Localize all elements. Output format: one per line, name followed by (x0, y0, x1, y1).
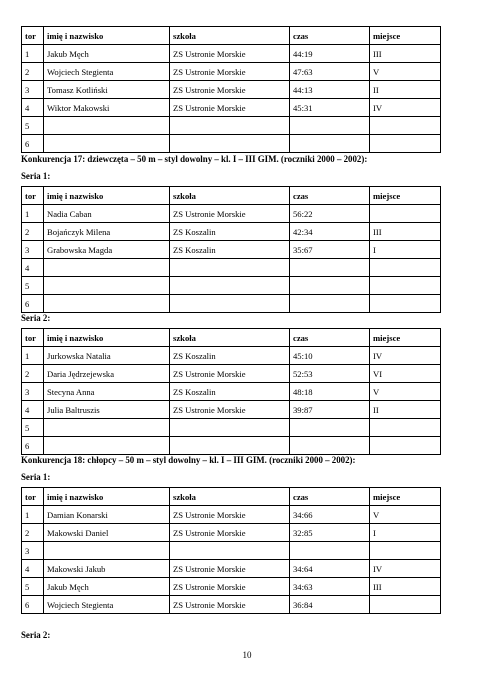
cell-time: 44:19 (290, 45, 370, 63)
header-tor: tor (22, 329, 44, 347)
cell-time (290, 117, 370, 135)
cell-school: ZS Ustronie Morskie (170, 596, 290, 614)
table-row (22, 45, 441, 63)
seria-1-heading-b: Seria 1: (21, 472, 51, 482)
header-time: czas (290, 27, 370, 45)
header-name: imię i nazwisko (44, 187, 170, 205)
header-name: imię i nazwisko (44, 27, 170, 45)
seria-2-heading-b: Seria 2: (21, 630, 51, 640)
seria-1-heading: Seria 1: (21, 171, 51, 181)
header-time: czas (290, 329, 370, 347)
cell-tor: 3 (22, 241, 44, 259)
cell-tor: 1 (22, 45, 44, 63)
cell-place (370, 437, 441, 455)
cell-school: ZS Ustronie Morskie (170, 63, 290, 81)
cell-name (44, 542, 170, 560)
cell-school (170, 117, 290, 135)
cell-time (290, 419, 370, 437)
table-row (22, 259, 441, 277)
header-tor: tor (22, 27, 44, 45)
cell-tor: 1 (22, 506, 44, 524)
cell-time (290, 437, 370, 455)
table-row (22, 596, 441, 614)
header-school: szkoła (170, 329, 290, 347)
cell-name (44, 277, 170, 295)
table-row (22, 560, 441, 578)
table-row (22, 277, 441, 295)
cell-time: 36:84 (290, 596, 370, 614)
cell-name: Bojańczyk Milena (44, 223, 170, 241)
cell-place: III (370, 223, 441, 241)
cell-school (170, 542, 290, 560)
cell-tor: 6 (22, 135, 44, 153)
cell-name: Wojciech Stegienta (44, 63, 170, 81)
cell-tor: 4 (22, 560, 44, 578)
cell-time (290, 542, 370, 560)
table-row (22, 99, 441, 117)
cell-place: II (370, 401, 441, 419)
cell-place (370, 596, 441, 614)
header-time: czas (290, 187, 370, 205)
cell-tor: 6 (22, 437, 44, 455)
cell-school (170, 437, 290, 455)
cell-school: ZS Ustronie Morskie (170, 524, 290, 542)
header-school: szkoła (170, 187, 290, 205)
cell-name: Jurkowska Natalia (44, 347, 170, 365)
cell-name: Nadia Caban (44, 205, 170, 223)
cell-place (370, 117, 441, 135)
cell-name: Grabowska Magda (44, 241, 170, 259)
cell-name: Tomasz Kotliński (44, 81, 170, 99)
cell-tor: 6 (22, 295, 44, 313)
cell-name: Stecyna Anna (44, 383, 170, 401)
cell-name (44, 117, 170, 135)
cell-place: V (370, 383, 441, 401)
cell-name: Damian Konarski (44, 506, 170, 524)
header-time: czas (290, 488, 370, 506)
cell-tor: 1 (22, 205, 44, 223)
cell-time (290, 295, 370, 313)
cell-place: V (370, 63, 441, 81)
cell-name: Jakub Męch (44, 45, 170, 63)
table-header-row (22, 187, 441, 205)
table-row (22, 295, 441, 313)
cell-place (370, 295, 441, 313)
cell-time: 48:18 (290, 383, 370, 401)
results-table-1 (21, 26, 441, 153)
cell-time: 35:67 (290, 241, 370, 259)
header-school: szkoła (170, 488, 290, 506)
table-header-row (22, 27, 441, 45)
cell-tor: 4 (22, 259, 44, 277)
cell-place: V (370, 506, 441, 524)
table-row (22, 241, 441, 259)
table-row (22, 524, 441, 542)
cell-place (370, 419, 441, 437)
cell-tor: 4 (22, 99, 44, 117)
cell-time (290, 135, 370, 153)
header-place: miejsce (370, 488, 441, 506)
cell-name (44, 437, 170, 455)
table-row (22, 383, 441, 401)
cell-school (170, 419, 290, 437)
header-place: miejsce (370, 329, 441, 347)
cell-name (44, 419, 170, 437)
table-row (22, 401, 441, 419)
cell-place (370, 277, 441, 295)
results-table-4 (21, 487, 441, 614)
cell-place (370, 205, 441, 223)
cell-place (370, 135, 441, 153)
cell-school: ZS Koszalin (170, 241, 290, 259)
cell-name: Jakub Męch (44, 578, 170, 596)
header-name: imię i nazwisko (44, 329, 170, 347)
cell-time: 34:66 (290, 506, 370, 524)
cell-place (370, 542, 441, 560)
cell-tor: 3 (22, 383, 44, 401)
cell-school (170, 295, 290, 313)
cell-place: I (370, 241, 441, 259)
table-row (22, 542, 441, 560)
cell-name (44, 295, 170, 313)
cell-school: ZS Ustronie Morskie (170, 99, 290, 117)
cell-tor: 2 (22, 365, 44, 383)
header-tor: tor (22, 187, 44, 205)
cell-school: ZS Koszalin (170, 223, 290, 241)
cell-time: 47:63 (290, 63, 370, 81)
cell-name: Makowski Jakub (44, 560, 170, 578)
table-row (22, 117, 441, 135)
cell-tor: 2 (22, 63, 44, 81)
cell-name: Wojciech Stegienta (44, 596, 170, 614)
cell-school: ZS Ustronie Morskie (170, 45, 290, 63)
cell-tor: 2 (22, 223, 44, 241)
cell-school (170, 259, 290, 277)
cell-school: ZS Koszalin (170, 383, 290, 401)
table-row (22, 63, 441, 81)
cell-time: 44:13 (290, 81, 370, 99)
cell-tor: 3 (22, 542, 44, 560)
cell-tor: 4 (22, 401, 44, 419)
cell-school (170, 135, 290, 153)
table-row (22, 81, 441, 99)
header-place: miejsce (370, 27, 441, 45)
cell-school: ZS Koszalin (170, 347, 290, 365)
cell-place: I (370, 524, 441, 542)
table-row (22, 365, 441, 383)
cell-name (44, 135, 170, 153)
table-row (22, 506, 441, 524)
konkurencja-18-heading: Konkurencja 18: chłopcy – 50 m – styl dowolny – kl. I – III GIM. (roczniki 2000 – 2002): (21, 455, 356, 465)
cell-place: III (370, 45, 441, 63)
cell-tor: 2 (22, 524, 44, 542)
cell-time (290, 259, 370, 277)
cell-school: ZS Ustronie Morskie (170, 365, 290, 383)
cell-time (290, 277, 370, 295)
cell-school (170, 277, 290, 295)
table-row (22, 135, 441, 153)
cell-time: 39:87 (290, 401, 370, 419)
results-table-3 (21, 328, 441, 455)
cell-time: 42:34 (290, 223, 370, 241)
table-row (22, 419, 441, 437)
cell-time: 56:22 (290, 205, 370, 223)
cell-school: ZS Ustronie Morskie (170, 578, 290, 596)
table-row (22, 205, 441, 223)
cell-name: Wiktor Makowski (44, 99, 170, 117)
cell-place: IV (370, 347, 441, 365)
cell-name: Makowski Daniel (44, 524, 170, 542)
cell-time: 45:10 (290, 347, 370, 365)
header-tor: tor (22, 488, 44, 506)
cell-time: 45:31 (290, 99, 370, 117)
cell-school: ZS Ustronie Morskie (170, 506, 290, 524)
cell-time: 34:64 (290, 560, 370, 578)
header-school: szkoła (170, 27, 290, 45)
cell-place: II (370, 81, 441, 99)
cell-school: ZS Ustronie Morskie (170, 81, 290, 99)
table-header-row (22, 329, 441, 347)
cell-tor: 5 (22, 419, 44, 437)
results-table-2 (21, 186, 441, 313)
cell-school: ZS Ustronie Morskie (170, 205, 290, 223)
cell-place: VI (370, 365, 441, 383)
page-number: 10 (242, 650, 252, 660)
konkurencja-17-heading: Konkurencja 17: dziewczęta – 50 m – styl dowolny – kl. I – III GIM. (roczniki 2000 – 2002): (21, 154, 368, 164)
header-place: miejsce (370, 187, 441, 205)
cell-tor: 1 (22, 347, 44, 365)
cell-time: 34:63 (290, 578, 370, 596)
seria-2-heading: Seria 2: (21, 313, 51, 323)
cell-tor: 6 (22, 596, 44, 614)
cell-place: III (370, 578, 441, 596)
cell-school: ZS Ustronie Morskie (170, 401, 290, 419)
table-row (22, 437, 441, 455)
cell-tor: 3 (22, 81, 44, 99)
cell-place: IV (370, 560, 441, 578)
cell-school: ZS Ustronie Morskie (170, 560, 290, 578)
table-header-row (22, 488, 441, 506)
cell-place (370, 259, 441, 277)
cell-time: 52:53 (290, 365, 370, 383)
table-row (22, 223, 441, 241)
cell-name: Daria Jędrzejewska (44, 365, 170, 383)
cell-tor: 5 (22, 578, 44, 596)
table-row (22, 578, 441, 596)
cell-tor: 5 (22, 277, 44, 295)
cell-place: IV (370, 99, 441, 117)
cell-name: Julia Baltruszis (44, 401, 170, 419)
cell-name (44, 259, 170, 277)
cell-tor: 5 (22, 117, 44, 135)
cell-time: 32:85 (290, 524, 370, 542)
table-row (22, 347, 441, 365)
header-name: imię i nazwisko (44, 488, 170, 506)
